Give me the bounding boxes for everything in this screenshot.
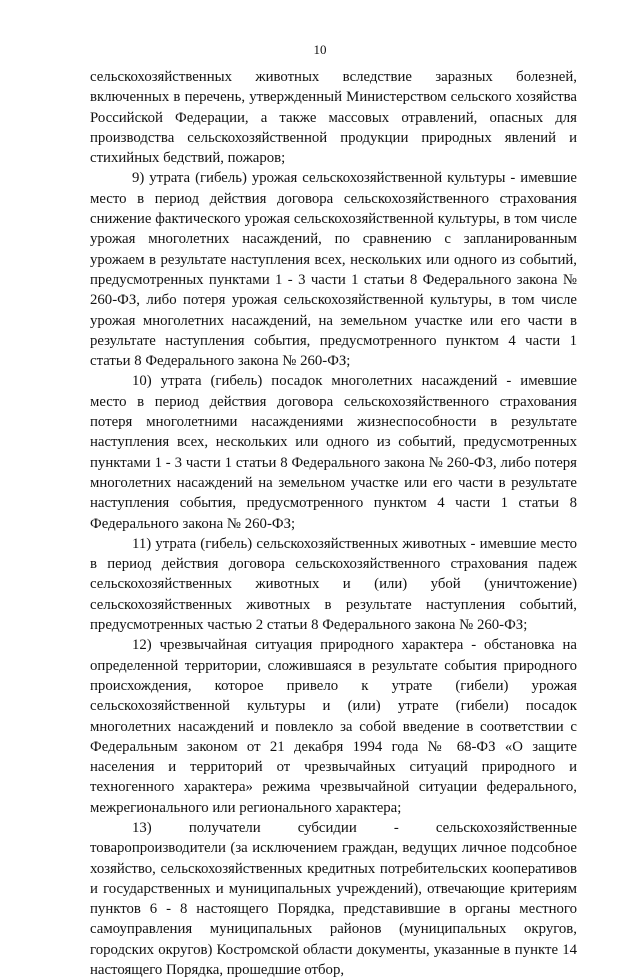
paragraph-continuation: сельскохозяйственных животных вследствие заразных болезней, включенных в перечень, утвержденный Министерством сельского хозяйства Российской Федерации, а также массовых отравлений, опасных для производства сельскохозяйственной продукции природных явлений и стихийных бедствий, пожаров; bbox=[90, 69, 577, 167]
paragraph-item-11: 11) утрата (гибель) сельскохозяйственных животных - имевшие место в период действия договора сельскохозяйственного страхования падеж сельскохозяйственных животных и (или) убой (уничтожение) сельскохозяйственных животных в результате наступления событий, предусмотренных частью 2 статьи 8 Федерального закона № 260-ФЗ; bbox=[90, 535, 577, 634]
paragraph-item-10: 10) утрата (гибель) посадок многолетних насаждений - имевшие место в период действия договора сельскохозяйственного страхования потеря многолетними насаждениями жизнеспособности в результате наступления всех, нескольких или одного из событий, предусмотренных пунктами 1 - 3 части 1 статьи 8 Федерального закона № 260-ФЗ, либо потеря многолетних насаждений на земельном участке или его части в результате наступления события, предусмотренного пунктом 4 части 1 статьи 8 Федерального закона № 260-ФЗ; bbox=[90, 373, 577, 532]
document-body bbox=[90, 67, 577, 980]
paragraph-item-9: 9) утрата (гибель) урожая сельскохозяйственной культуры - имевшие место в период действия договора сельскохозяйственного страхования снижение фактического урожая сельскохозяйственной культуры, в том числе урожая многолетних насаждений, по сравнению с запланированным урожаем в результате наступления всех, нескольких или одного из событий, предусмотренных пунктами 1 - 3 части 1 статьи 8 Федерального закона № 260-ФЗ, либо потеря урожая сельскохозяйственной культуры, в том числе урожая многолетних насаждений, на земельном участке или его части в результате наступления события, предусмотренного пунктом 4 части 1 статьи 8 Федерального закона № 260-ФЗ; bbox=[90, 170, 577, 370]
page-number: 10 bbox=[313, 42, 327, 57]
paragraph-item-13: 13) получатели субсидии - сельскохозяйственные товаропроизводители (за исключением граждан, ведущих личное подсобное хозяйство, сельскохозяйственных кредитных потребительских кооперативов и государственных и муниципальных учреждений), отвечающие критериям пунктов 6 - 8 настоящего Порядка, представившие в органы местного самоуправления муниципальных районов (муниципальных округов, городских округов) Костромской области документы, указанные в пункте 14 настоящего Порядка, прошедшие отбор, bbox=[90, 819, 577, 979]
paragraph-item-12: 12) чрезвычайная ситуация природного характера - обстановка на определенной территории, сложившаяся в результате события природного происхождения, которое привело к утрате (гибели) урожая сельскохозяйственной культуры и (или) утрате (гибели) посадок многолетних насаждений и повлекло за собой введение в соответствии с Федеральным законом от 21 декабря 1994 года № 68-ФЗ «О защите населения и территорий от чрезвычайных ситуаций природного и техногенного характера» режима чрезвычайной ситуации федерального, межрегионального или регионального характера; bbox=[90, 637, 577, 816]
